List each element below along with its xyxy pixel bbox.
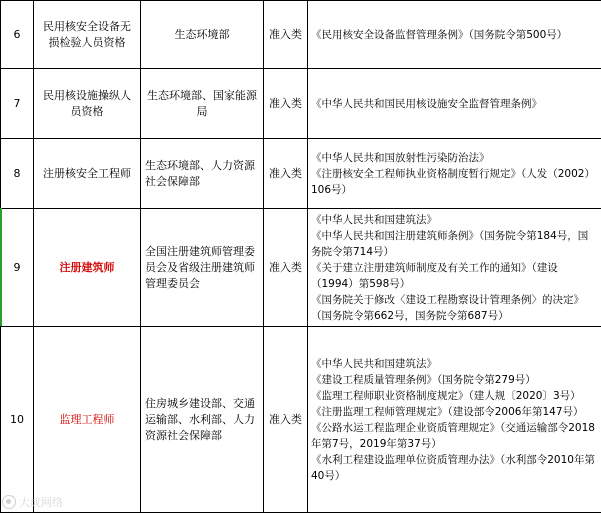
table-row [1, 1, 601, 69]
qualification-name: 注册核安全工程师 [34, 139, 141, 209]
basis-item: 《建设工程质量管理条例》（国务院令第279号） [311, 373, 536, 386]
basis-item: 《注册核安全工程师执业资格制度暂行规定》（人发（2002）106号） [311, 167, 595, 196]
row-number: 8 [1, 139, 34, 209]
department: 生态环境部、人力资源社会保障部 [141, 139, 264, 209]
legal-basis [308, 69, 601, 139]
basis-item: 《国务院关于修改〈建设工程勘察设计管理条例〉的决定》（国务院令第662号，国务院令第687号） [311, 293, 584, 322]
row-number: 6 [1, 1, 34, 69]
legal-basis [308, 209, 601, 327]
table-row [1, 209, 601, 327]
legal-basis [308, 327, 601, 513]
table-row [1, 139, 601, 209]
qualification-name: 注册建筑师 [34, 209, 141, 327]
basis-item: 《公路水运工程监理企业资质管理规定》（交通运输部令2018年第7号，2019年第37号） [311, 421, 595, 450]
basis-item: 《中华人民共和国注册建筑师条例》（国务院令第184号，国务院令第714号） [311, 229, 589, 258]
basis-item: 《中华人民共和国建筑法》 [311, 357, 437, 370]
basis-item: 《中华人民共和国民用核设施安全监督管理条例》 [311, 97, 542, 110]
category-type: 准入类 [264, 327, 308, 513]
category-type: 准入类 [264, 209, 308, 327]
legal-basis [308, 1, 601, 69]
category-type: 准入类 [264, 139, 308, 209]
basis-item: 《水利工程建设监理单位资质管理办法》（水利部令2010年第40号） [311, 453, 595, 482]
basis-item: 《监理工程师职业资格制度规定》（建人规〔2020〕3号） [311, 389, 581, 402]
department: 全国注册建筑师管理委员会及省级注册建筑师管理委员会 [141, 209, 264, 327]
category-type: 准入类 [264, 1, 308, 69]
row-number: 10 [1, 327, 34, 513]
basis-item: 《民用核安全设备监督管理条例》（国务院令第500号） [311, 28, 568, 41]
table-row [1, 327, 601, 513]
basis-item: 《注册监理工程师管理规定》（建设部令2006年第147号） [311, 405, 584, 418]
row-number: 9 [1, 209, 34, 327]
department: 住房城乡建设部、交通运输部、水利部、人力资源社会保障部 [141, 327, 264, 513]
qualification-name: 民用核设施操纵人员资格 [34, 69, 141, 139]
legal-basis [308, 139, 601, 209]
qualification-name: 民用核安全设备无损检验人员资格 [34, 1, 141, 69]
watermark-text: 大成网络 [19, 496, 63, 509]
department: 生态环境部 [141, 1, 264, 69]
basis-item: 《关于建立注册建筑师制度及有关工作的通知》（建设（1994）第598号） [311, 261, 558, 290]
basis-item: 《中华人民共和国放射性污染防治法》 [311, 151, 490, 164]
row-selection-marker [0, 208, 2, 326]
basis-item: 《中华人民共和国建筑法》 [311, 213, 437, 226]
department: 生态环境部、国家能源局 [141, 69, 264, 139]
category-type: 准入类 [264, 69, 308, 139]
qualification-name: 监理工程师 [34, 327, 141, 513]
row-number: 7 [1, 69, 34, 139]
table-row [1, 69, 601, 139]
